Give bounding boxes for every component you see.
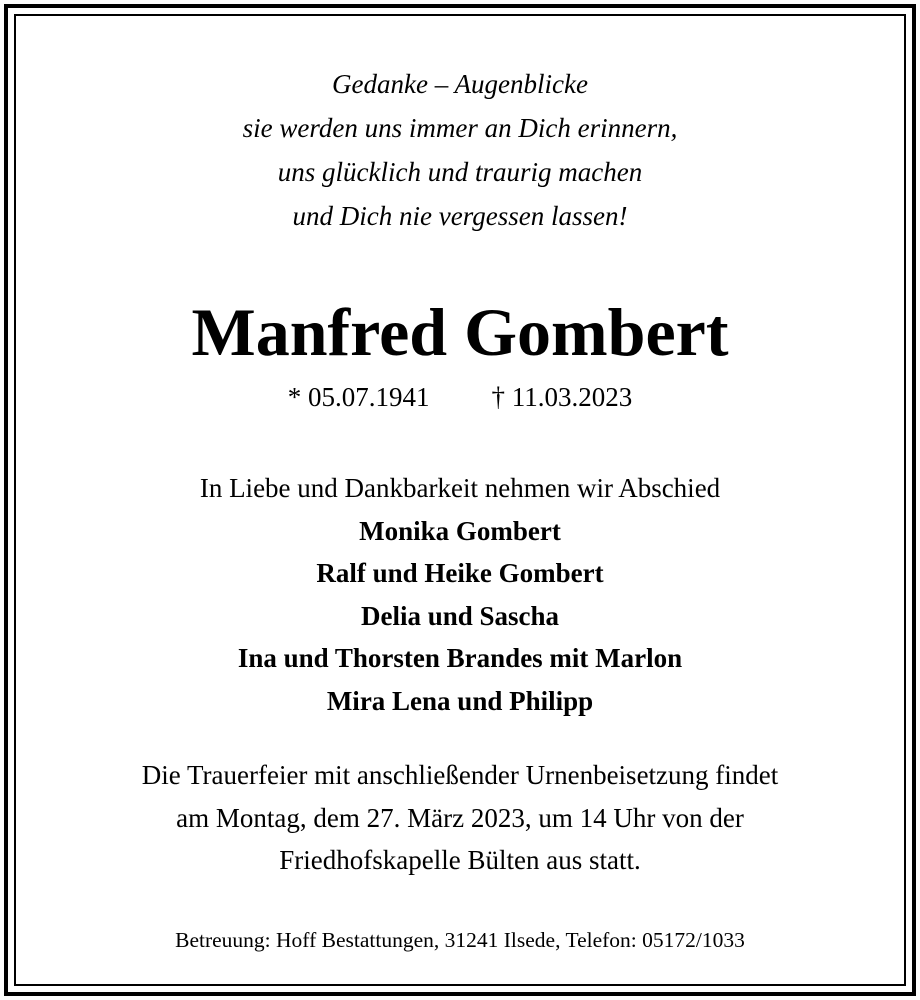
deceased-name: Manfred Gombert xyxy=(191,294,729,370)
mourner-name: Mira Lena und Philipp xyxy=(326,685,594,716)
poem-line: sie werden uns immer an Dich erinnern, xyxy=(242,113,678,143)
poem-line: uns glücklich und traurig machen xyxy=(277,157,643,187)
poem-line: und Dich nie vergessen lassen! xyxy=(292,201,628,231)
mourner-name: Ina und Thorsten Brandes mit Marlon xyxy=(237,643,683,673)
memorial-poem xyxy=(16,62,904,238)
funeral-home-footer: Betreuung: Hoff Bestattungen, 31241 Ilsede, Telefon: 05172/1033 xyxy=(175,928,745,952)
mourner-name: Monika Gombert xyxy=(359,515,561,546)
obituary-notice xyxy=(16,16,904,984)
life-dates xyxy=(16,380,904,414)
ceremony-line: Friedhofskapelle Bülten aus statt. xyxy=(279,845,641,875)
death-date: † 11.03.2023 xyxy=(491,382,633,412)
ceremony-line: Die Trauerfeier mit anschließender Urnenbeisetzung findet xyxy=(141,760,779,790)
poem-line: Gedanke – Augenblicke xyxy=(332,69,588,99)
ceremony-info xyxy=(16,754,904,882)
farewell-line: In Liebe und Dankbarkeit nehmen wir Abschied xyxy=(199,473,721,503)
mourner-name: Ralf und Heike Gombert xyxy=(316,558,604,588)
birth-date: * 05.07.1941 xyxy=(287,382,430,412)
mourner-name: Delia und Sascha xyxy=(360,600,560,631)
ceremony-line: am Montag, dem 27. März 2023, um 14 Uhr von der xyxy=(176,802,744,833)
mourners-section xyxy=(16,467,904,722)
